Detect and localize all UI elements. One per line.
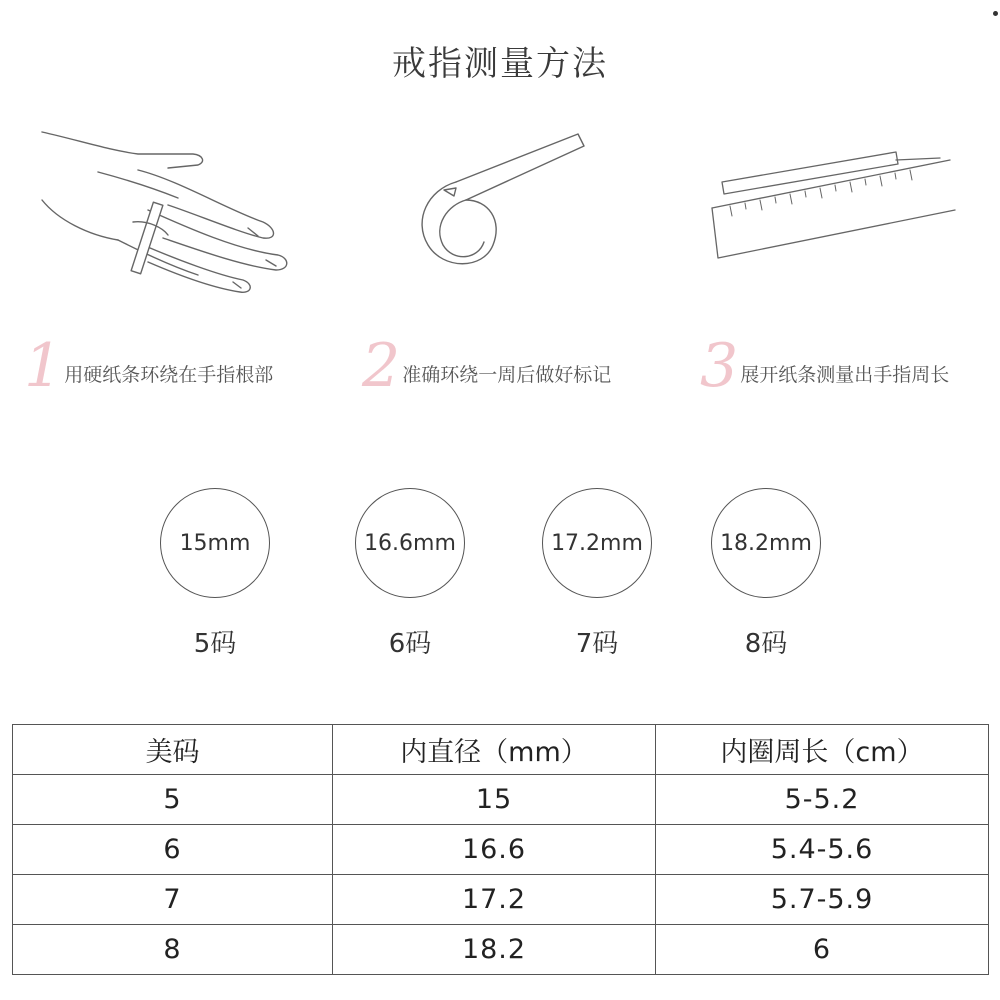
step-text: 用硬纸条环绕在手指根部	[64, 363, 274, 386]
table-cell: 5.7-5.9	[656, 875, 989, 925]
table-cell: 5	[13, 775, 333, 825]
size-label: 7码	[575, 629, 619, 659]
table-header-cell: 美码	[13, 725, 333, 775]
size-label: 5码	[193, 629, 237, 659]
table-row	[13, 925, 989, 975]
step-number: 3	[700, 331, 739, 401]
size-label: 8码	[744, 629, 788, 659]
step-2	[362, 331, 612, 401]
ruler-measuring-strip-icon	[700, 110, 960, 270]
hand-with-paper-strip-icon	[38, 110, 298, 300]
size-circle: 16.6mm	[355, 488, 465, 598]
table-header-cell: 内直径（mm）	[333, 725, 656, 775]
page-title: 戒指测量方法	[392, 44, 608, 84]
table-cell: 15	[333, 775, 656, 825]
step-number: 1	[24, 331, 63, 401]
size-circle: 17.2mm	[542, 488, 652, 598]
size-table	[12, 724, 989, 975]
table-cell: 5-5.2	[656, 775, 989, 825]
table-cell: 6	[13, 825, 333, 875]
size-circle: 15mm	[160, 488, 270, 598]
table-header-cell: 内圈周长（cm）	[656, 725, 989, 775]
table-cell: 8	[13, 925, 333, 975]
table-header-row	[13, 725, 989, 775]
table-cell: 18.2	[333, 925, 656, 975]
step-number: 2	[362, 331, 401, 401]
table-cell: 6	[656, 925, 989, 975]
corner-dot	[993, 11, 998, 16]
table-cell: 5.4-5.6	[656, 825, 989, 875]
table-cell: 7	[13, 875, 333, 925]
table-row	[13, 875, 989, 925]
step-1	[24, 331, 274, 401]
size-label: 6码	[388, 629, 432, 659]
table-cell: 17.2	[333, 875, 656, 925]
table-cell: 16.6	[333, 825, 656, 875]
looped-paper-strip-icon	[408, 110, 598, 280]
table-row	[13, 825, 989, 875]
step-text: 展开纸条测量出手指周长	[740, 363, 950, 386]
step-text: 准确环绕一周后做好标记	[402, 363, 612, 386]
table-row	[13, 775, 989, 825]
size-circle: 18.2mm	[711, 488, 821, 598]
step-3	[700, 331, 950, 401]
